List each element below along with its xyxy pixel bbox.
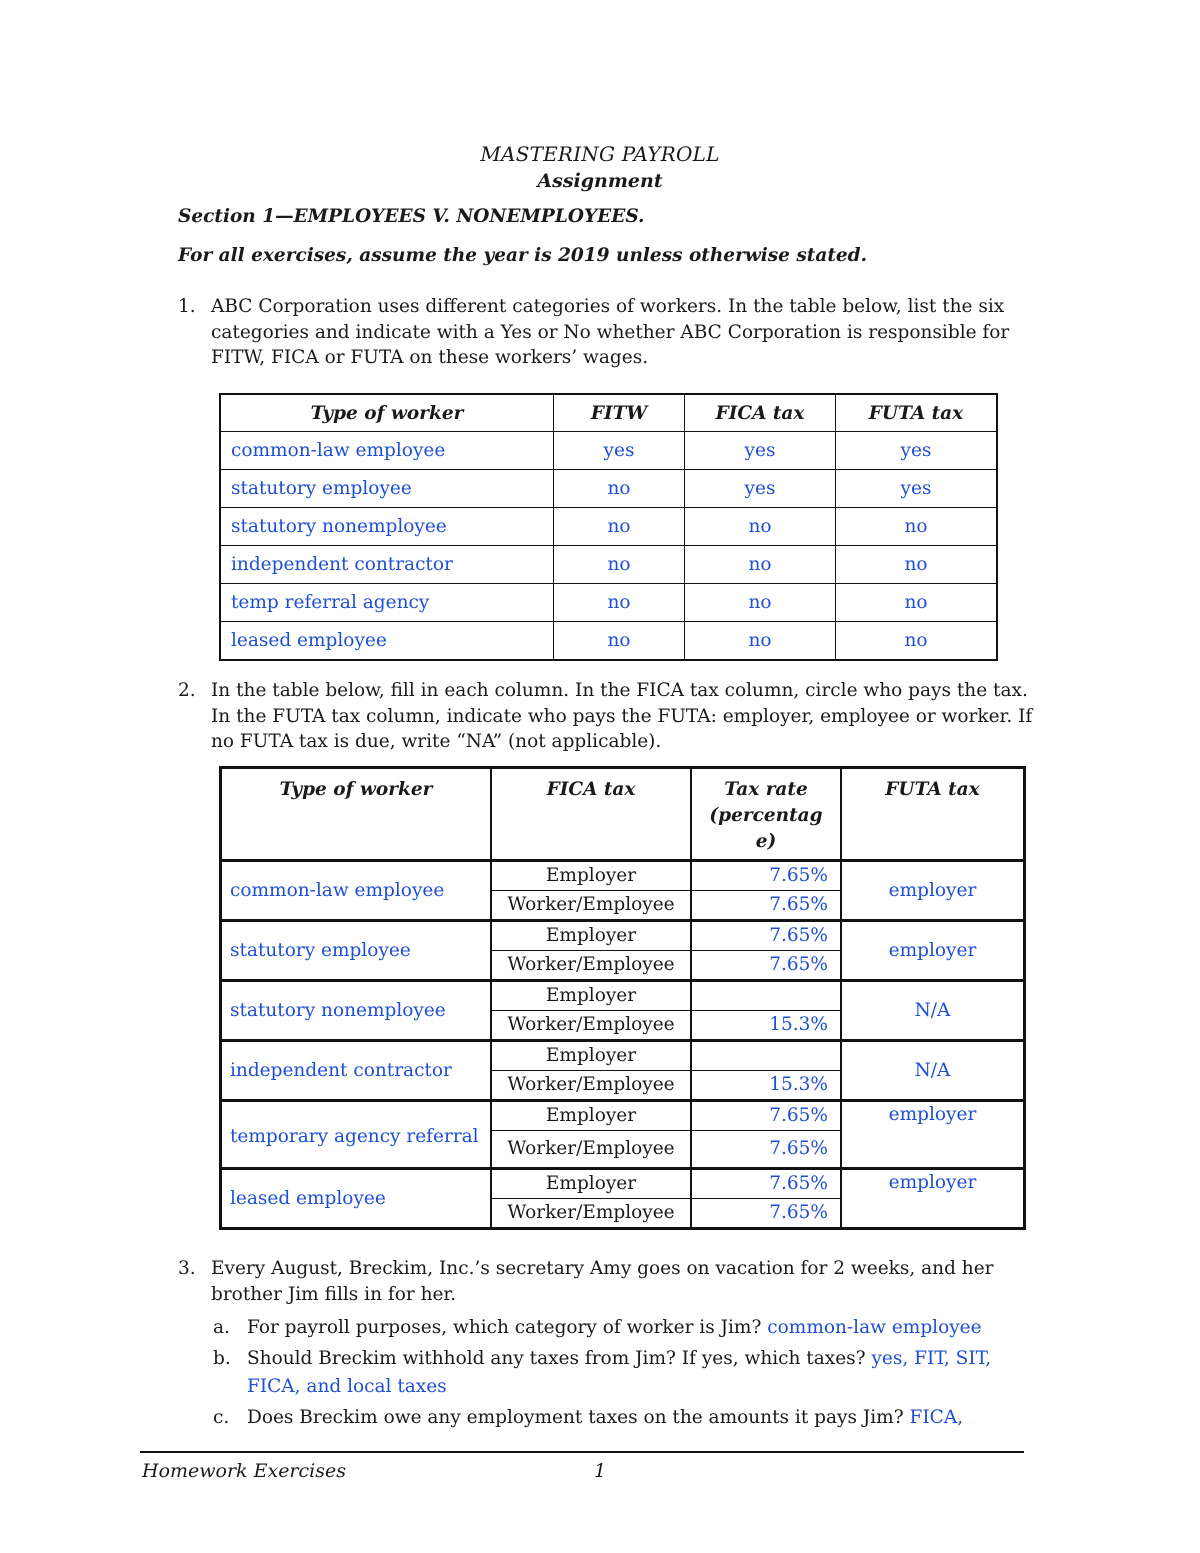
futa-payer-cell: employer <box>841 861 1025 921</box>
sub-letter: c. <box>213 1407 230 1428</box>
section-heading: Section 1—EMPLOYEES V. NONEMPLOYEES. <box>178 206 645 227</box>
fitw-cell: no <box>554 584 685 622</box>
employer-payer-cell: Employer <box>491 1169 691 1199</box>
sub-letter: b. <box>213 1348 231 1369</box>
worker-type-cell: statutory nonemployee <box>220 508 554 546</box>
table-row <box>221 981 1025 1011</box>
worker-type-cell: common-law employee <box>221 861 492 921</box>
sub-question-text: Should Breckim withhold any taxes from Jim? If yes, which taxes? <box>247 1348 866 1369</box>
fitw-cell: no <box>554 470 685 508</box>
fitw-cell: yes <box>554 432 685 470</box>
employer-rate-cell <box>691 981 841 1011</box>
table-row <box>220 546 997 584</box>
table-header-row <box>220 394 997 432</box>
question-1 <box>178 294 1038 371</box>
year-note: For all exercises, assume the year is 2019 unless otherwise stated. <box>178 245 868 266</box>
fica-cell: yes <box>685 432 836 470</box>
worker-type-cell: independent contractor <box>221 1041 492 1101</box>
sub-question-text: For payroll purposes, which category of worker is Jim? <box>247 1317 762 1338</box>
question-text: Every August, Breckim, Inc.’s secretary Amy goes on vacation for 2 weeks, and her brother Jim fills in for her. <box>211 1258 994 1305</box>
fica-cell: no <box>685 584 836 622</box>
sub-answer: yes, FIT, SIT, FICA, and local taxes <box>247 1348 992 1397</box>
employee-rate-cell: 7.65% <box>691 951 841 981</box>
employee-rate-cell: 7.65% <box>691 1131 841 1169</box>
table-row <box>221 1101 1025 1131</box>
table-row <box>220 622 997 661</box>
table-row <box>220 584 997 622</box>
fica-futa-table <box>219 766 1026 1230</box>
worker-type-cell: statutory employee <box>221 921 492 981</box>
futa-payer-cell: N/A <box>841 1041 1025 1101</box>
table-row <box>220 432 997 470</box>
column-header: FICA tax <box>685 394 836 432</box>
employee-rate-cell: 7.65% <box>691 891 841 921</box>
employee-payer-cell: Worker/Employee <box>491 1131 691 1169</box>
column-header: FUTA tax <box>841 768 1025 861</box>
table-row <box>221 921 1025 951</box>
fica-cell: no <box>685 508 836 546</box>
futa-payer-cell: N/A <box>841 981 1025 1041</box>
question-number: 1. <box>178 296 196 317</box>
fitw-cell: no <box>554 508 685 546</box>
futa-payer-cell: employer <box>841 1101 1025 1169</box>
fitw-cell: no <box>554 622 685 661</box>
futa-cell: yes <box>836 470 998 508</box>
employee-payer-cell: Worker/Employee <box>491 1071 691 1101</box>
futa-payer-cell: employer <box>841 1169 1025 1229</box>
fica-cell: yes <box>685 470 836 508</box>
employer-rate-cell: 7.65% <box>691 861 841 891</box>
futa-cell: no <box>836 584 998 622</box>
question-2 <box>178 678 1038 755</box>
futa-cell: no <box>836 546 998 584</box>
question-3 <box>178 1256 1038 1307</box>
employee-rate-cell: 15.3% <box>691 1071 841 1101</box>
footer-label: Homework Exercises <box>142 1460 346 1482</box>
column-header: FICA tax <box>491 768 691 861</box>
worker-type-cell: leased employee <box>221 1169 492 1229</box>
employee-rate-cell: 15.3% <box>691 1011 841 1041</box>
table-row <box>221 1041 1025 1071</box>
employer-rate-cell <box>691 1041 841 1071</box>
employer-rate-cell: 7.65% <box>691 1101 841 1131</box>
fica-cell: no <box>685 546 836 584</box>
question-number: 3. <box>178 1258 196 1279</box>
futa-cell: no <box>836 508 998 546</box>
worker-type-cell: statutory nonemployee <box>221 981 492 1041</box>
question-text: ABC Corporation uses different categories of workers. In the table below, list the six categories and indicate with a Yes or No whether ABC Corporation is responsible for FITW, FICA or FUTA on these workers’ wages. <box>211 296 1010 368</box>
table-row <box>221 1169 1025 1199</box>
futa-payer-cell: employer <box>841 921 1025 981</box>
sub-letter: a. <box>213 1317 230 1338</box>
question-number: 2. <box>178 680 196 701</box>
sub-question-c <box>213 1404 1043 1432</box>
employee-payer-cell: Worker/Employee <box>491 891 691 921</box>
table-row <box>220 470 997 508</box>
sub-answer: common-law employee <box>767 1317 982 1338</box>
employee-payer-cell: Worker/Employee <box>491 1199 691 1229</box>
employer-rate-cell: 7.65% <box>691 921 841 951</box>
document-subtitle: Assignment <box>537 170 663 192</box>
question-text: In the table below, fill in each column. In the FICA tax column, circle who pays the tax. In the FUTA tax column, indicate who pays the FUTA: employer, employee or worker. If no FUTA tax is due, write “NA” (not applicable). <box>211 680 1033 752</box>
column-header: FUTA tax <box>836 394 998 432</box>
fica-cell: no <box>685 622 836 661</box>
column-header: Type of worker <box>221 768 492 861</box>
table-row <box>221 861 1025 891</box>
employee-payer-cell: Worker/Employee <box>491 1011 691 1041</box>
employer-rate-cell: 7.65% <box>691 1169 841 1199</box>
column-header: FITW <box>554 394 685 432</box>
worker-type-cell: statutory employee <box>220 470 554 508</box>
document-title: MASTERING PAYROLL <box>480 142 720 166</box>
worker-type-cell: common-law employee <box>220 432 554 470</box>
column-header: Tax rate (percentag e) <box>691 768 841 861</box>
worker-type-cell: temp referral agency <box>220 584 554 622</box>
futa-cell: yes <box>836 432 998 470</box>
employer-payer-cell: Employer <box>491 981 691 1011</box>
employee-payer-cell: Worker/Employee <box>491 951 691 981</box>
employer-payer-cell: Employer <box>491 921 691 951</box>
page-number: 1 <box>594 1460 607 1482</box>
column-header: Type of worker <box>220 394 554 432</box>
fitw-cell: no <box>554 546 685 584</box>
employer-payer-cell: Employer <box>491 1041 691 1071</box>
table-row <box>220 508 997 546</box>
employer-payer-cell: Employer <box>491 861 691 891</box>
footer-divider <box>140 1451 1024 1453</box>
sub-question-b <box>213 1345 1043 1401</box>
worker-categories-table <box>219 393 998 661</box>
table-header-row <box>221 768 1025 861</box>
sub-question-text: Does Breckim owe any employment taxes on the amounts it pays Jim? <box>247 1407 904 1428</box>
employer-payer-cell: Employer <box>491 1101 691 1131</box>
worker-type-cell: temporary agency referral <box>221 1101 492 1169</box>
sub-answer: FICA, <box>909 1407 964 1428</box>
sub-question-a <box>213 1314 1043 1342</box>
futa-cell: no <box>836 622 998 661</box>
worker-type-cell: independent contractor <box>220 546 554 584</box>
worker-type-cell: leased employee <box>220 622 554 661</box>
employee-rate-cell: 7.65% <box>691 1199 841 1229</box>
